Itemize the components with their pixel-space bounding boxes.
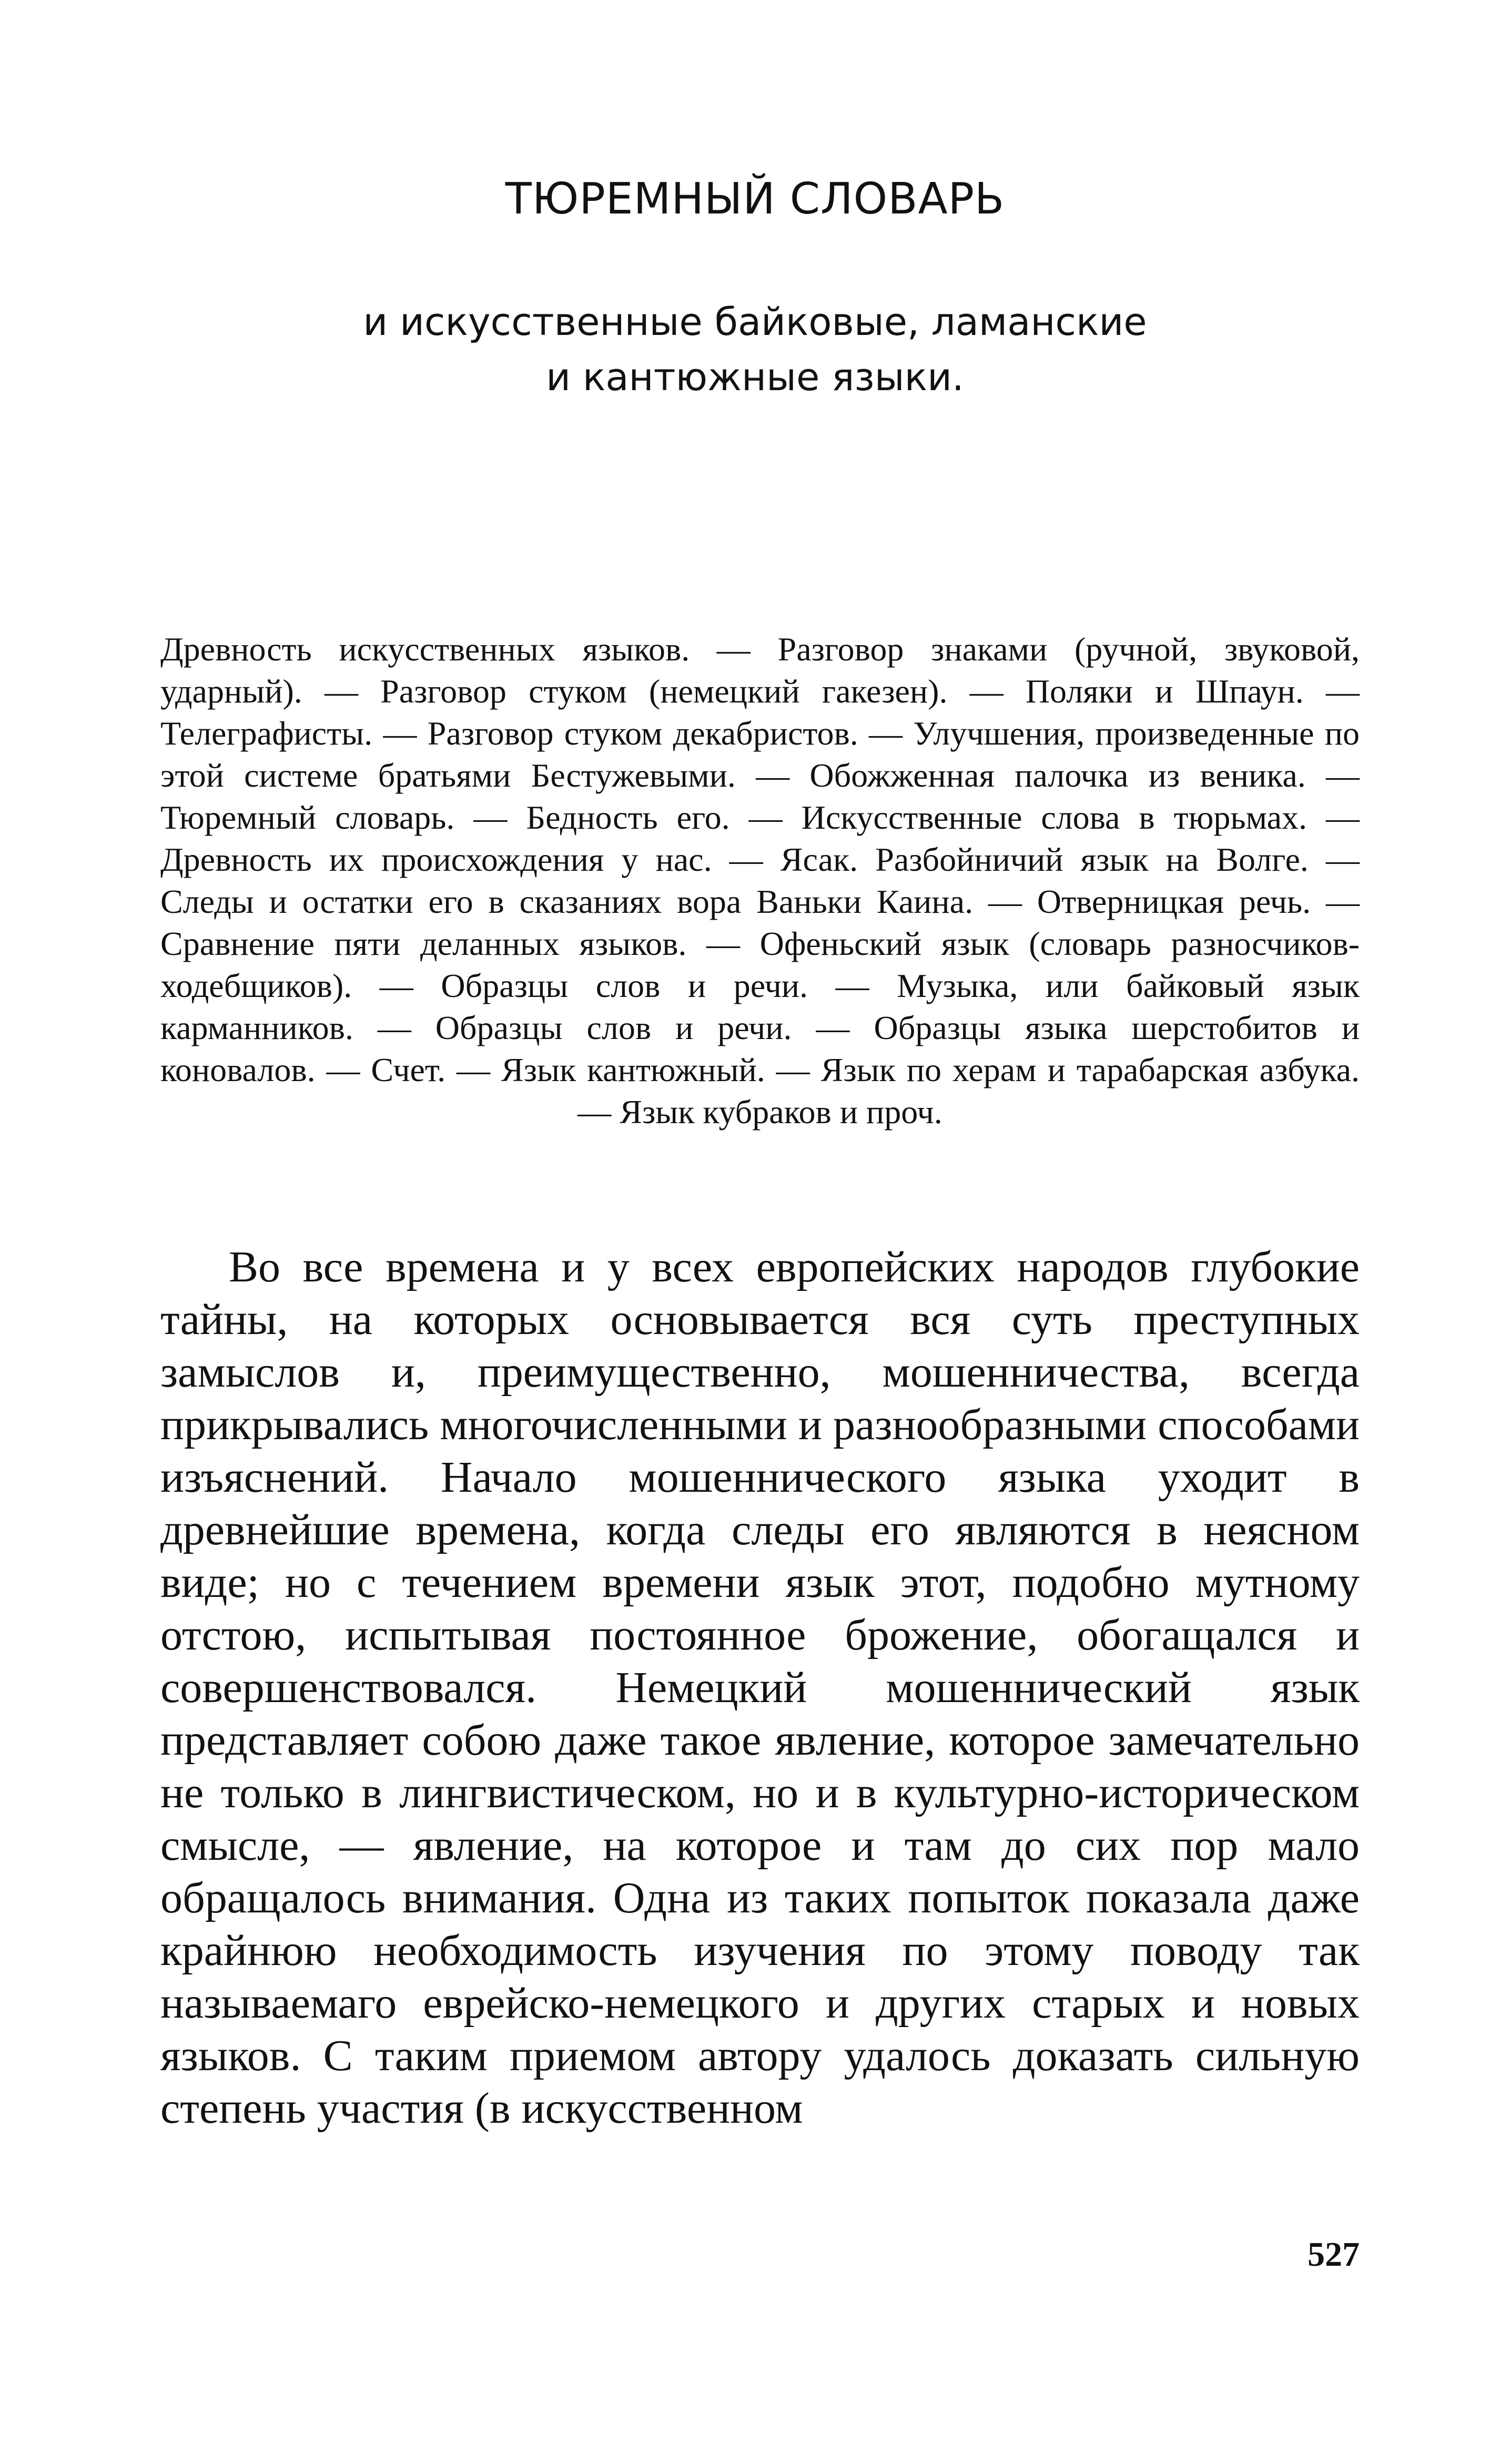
subtitle-line-2: и кантюжные языки.: [546, 355, 964, 399]
body-paragraph: Во все времена и у всех европейских народов глубокие тайны, на которых основывается вся суть преступных замыслов и, преимущественно, мошенничества, всегда прикрывались многочисленными и разнообразными способами изъяснений. Начало мошеннического языка уходит в древнейшие времена, когда следы его являются в неясном виде; но с течением времени язык этот, подобно мутному отстою, испытывая постоянное брожение, обогащался и совершенствовался. Немецкий мошеннический язык представляет собою даже такое явление, которое замечательно не только в лингвистическом, но и в культурно-историческом смысле, — явление, на которое и там до сих пор мало обращалось внимания. Одна из таких попыток показала даже крайнюю необходимость изучения по этому поводу так называемаго еврейско-немецкого и других старых и новых языков. С таким приемом автору удалось доказать сильную степень участия (в искусственном: [160, 1243, 1360, 2133]
page-number: 527: [1308, 2235, 1360, 2274]
subtitle-line-1: и искусственные байковые, ламанские: [363, 300, 1147, 344]
chapter-summary: Древность искусственных языков. — Разговор знаками (ручной, звуковой, ударный). — Разговор стуком (немецкий гакезен). — Поляки и Шпаун. — Телеграфисты. — Разговор стуком декабристов. — Улучшения, произведенные по этой системе братьями Бестужевыми. — Обожженная палочка из веника. — Тюремный словарь. — Бедность его. — Искусственные слова в тюрьмах. — Древность их происхождения у нас. — Ясак. Разбойничий язык на Волге. — Следы и остатки его в сказаниях вора Ваньки Каина. — Отверницкая речь. — Сравнение пяти деланных языков. — Офеньский язык (словарь разносчиков-ходебщиков). — Образцы слов и речи. — Музыка, или байковый язык карманников. — Образцы слов и речи. — Образцы языка шерстобитов и коновалов. — Счет. — Язык кантюжный. — Язык по херам и тарабарская азбука. — Язык кубраков и проч.: [160, 630, 1360, 1131]
chapter-subtitle: [0, 294, 1510, 405]
chapter-title: ТЮРЕМНЫЙ СЛОВАРЬ: [505, 174, 1005, 224]
